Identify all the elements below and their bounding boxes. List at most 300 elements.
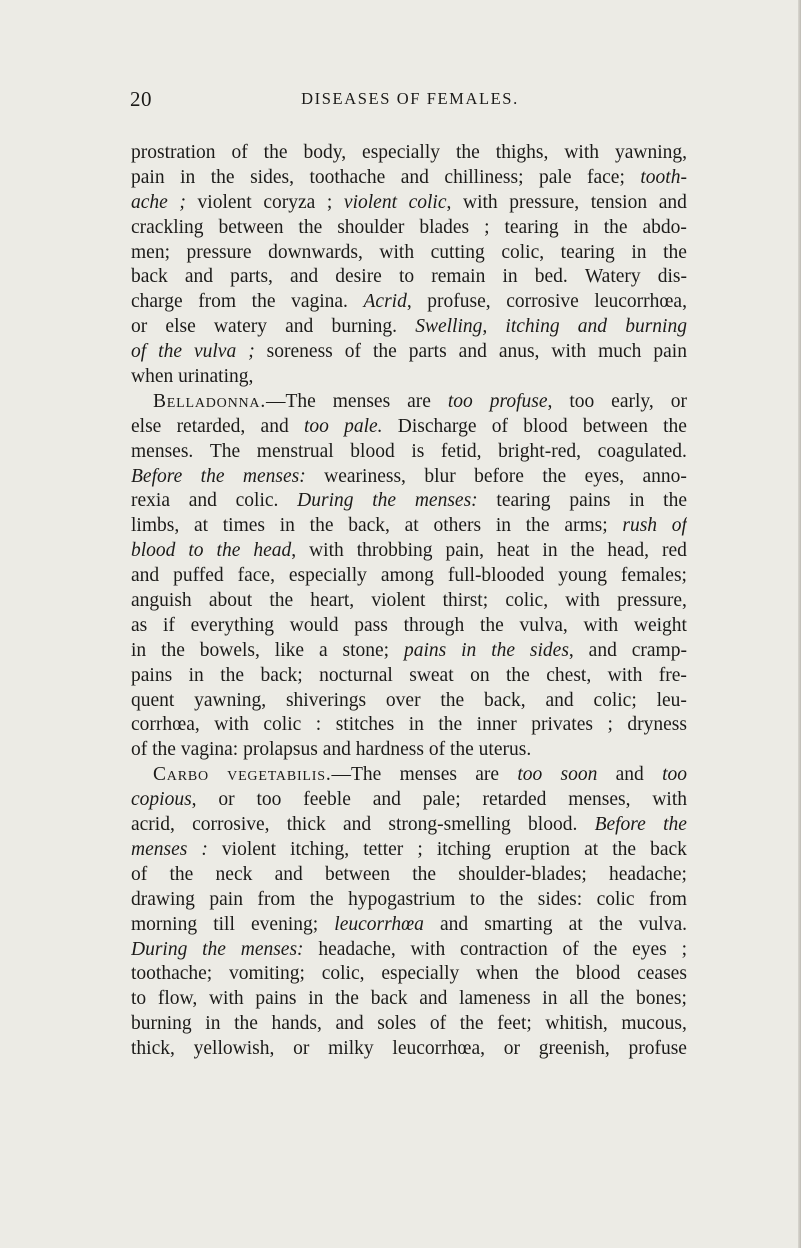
word	[158, 987, 197, 1012]
text-line	[131, 763, 687, 788]
text-run: a	[318, 639, 328, 661]
word	[392, 1037, 485, 1062]
text-run: over	[385, 689, 421, 711]
word	[248, 340, 255, 365]
word	[531, 713, 593, 738]
text-run: and	[131, 565, 160, 587]
word	[562, 938, 578, 963]
word	[621, 564, 687, 589]
text-run: coagulated.	[597, 440, 687, 462]
text-run: soreness	[266, 341, 333, 363]
word	[131, 315, 147, 340]
word	[595, 813, 646, 838]
text-line	[131, 241, 687, 266]
text-run: all	[569, 988, 589, 1010]
text-run: in	[502, 266, 518, 288]
word	[131, 141, 215, 166]
italic-text: vulva	[193, 341, 237, 363]
word	[264, 141, 288, 166]
text-run: thick,	[131, 1038, 175, 1060]
text-run: and	[285, 316, 314, 338]
italic-text: too	[447, 390, 473, 412]
text-run: pressure,	[617, 590, 687, 612]
text-run: and	[260, 415, 289, 437]
text-run: with	[379, 241, 415, 263]
text-run: about	[208, 590, 253, 612]
word	[131, 987, 146, 1012]
text-run: feet;	[497, 1013, 532, 1035]
text-run: red	[662, 540, 687, 562]
text-run: among	[380, 565, 434, 587]
text-run: in	[279, 515, 295, 537]
text-run: the	[593, 938, 618, 960]
word	[250, 166, 294, 191]
text-run: fre-	[658, 664, 687, 686]
word	[545, 1012, 607, 1037]
text-run: are	[475, 764, 500, 786]
text-run: the	[440, 689, 465, 711]
italic-text: and	[577, 316, 608, 338]
text-run: The	[209, 440, 241, 462]
word	[460, 938, 548, 963]
word	[437, 838, 491, 863]
word	[526, 514, 550, 539]
word	[161, 639, 185, 664]
text-run: face;	[586, 166, 625, 188]
word	[625, 315, 687, 340]
word	[622, 514, 657, 539]
word	[650, 838, 687, 863]
italic-text: the	[158, 341, 182, 363]
text-run: ,	[446, 191, 452, 213]
word	[443, 589, 489, 614]
italic-text: head	[253, 540, 292, 562]
text-run: of	[491, 415, 508, 437]
text-run: parts	[408, 341, 447, 363]
word	[198, 290, 236, 315]
text-run: yawning,	[194, 689, 267, 711]
word	[194, 340, 236, 365]
italic-text: Before	[131, 465, 183, 487]
text-run: in	[573, 216, 589, 238]
italic-text: too	[517, 764, 543, 786]
italic-text: colic	[408, 191, 447, 213]
text-run: menses	[332, 390, 391, 412]
text-run: with	[309, 540, 344, 562]
word	[194, 1037, 275, 1062]
text-run: blades	[419, 216, 470, 238]
word	[598, 440, 687, 465]
text-run: smarting	[484, 913, 553, 935]
word	[653, 340, 687, 365]
italic-text: pale.	[344, 415, 383, 437]
italic-text: Swelling,	[415, 316, 488, 338]
word	[263, 713, 301, 738]
word	[423, 788, 461, 813]
text-run: or	[670, 390, 687, 412]
word	[202, 938, 226, 963]
text-run: back,	[484, 689, 526, 711]
word	[290, 838, 349, 863]
word	[636, 987, 687, 1012]
word	[350, 440, 394, 465]
page-header	[130, 87, 690, 111]
word	[185, 265, 213, 290]
text-run: the	[542, 465, 567, 487]
word	[444, 166, 523, 191]
remedy-name: vegetabilis.	[227, 764, 332, 786]
text-run: arms;	[564, 515, 608, 537]
text-run: cutting	[430, 241, 485, 263]
text-run: vulva.	[638, 913, 687, 935]
text-line	[131, 290, 687, 315]
word	[310, 514, 334, 539]
text-run: pains	[569, 490, 611, 512]
text-run: especially	[288, 565, 367, 587]
text-run: anguish	[131, 590, 192, 612]
italic-text: to	[188, 540, 204, 562]
text-run: of	[562, 938, 579, 960]
text-run: the	[169, 863, 194, 885]
text-run: colic.	[235, 490, 279, 512]
italic-text: tooth-	[640, 166, 687, 188]
text-run: between	[218, 216, 284, 238]
text-run: blur	[424, 465, 456, 487]
word	[609, 863, 687, 888]
text-run: pale;	[422, 789, 461, 811]
word	[589, 639, 617, 664]
word	[285, 315, 313, 340]
word	[542, 987, 557, 1012]
word	[345, 340, 361, 365]
text-run: of	[131, 863, 148, 885]
word	[433, 514, 481, 539]
word	[255, 987, 296, 1012]
text-line	[131, 689, 687, 714]
text-run: tearing	[496, 490, 551, 512]
word	[484, 913, 552, 938]
word	[523, 415, 567, 440]
text-run: colic	[596, 888, 635, 910]
word	[561, 763, 598, 788]
italic-text: ache	[131, 191, 168, 213]
text-run: the	[438, 714, 463, 736]
text-run: corrosive,	[192, 814, 270, 836]
word	[131, 913, 197, 938]
text-run: females;	[620, 565, 687, 587]
word	[458, 863, 587, 888]
word	[446, 539, 484, 564]
text-run: dryness	[627, 714, 687, 736]
word	[267, 340, 333, 365]
word	[293, 1037, 309, 1062]
text-run: blood	[350, 440, 395, 462]
word	[379, 241, 414, 266]
text-run: if	[162, 614, 175, 636]
text-run: at	[193, 515, 209, 537]
text-run: till	[213, 913, 235, 935]
text-run: profuse,	[427, 291, 491, 313]
text-run: privates	[531, 714, 593, 736]
text-run: colic	[263, 714, 302, 736]
italic-text: :	[201, 838, 208, 860]
word	[569, 390, 594, 415]
text-run: retarded	[482, 789, 547, 811]
italic-text: During	[131, 938, 188, 960]
text-run: back,	[348, 515, 390, 537]
text-line	[131, 539, 687, 564]
word	[131, 788, 197, 813]
word	[569, 913, 583, 938]
text-run: hypogastrium	[348, 888, 456, 910]
word	[459, 987, 530, 1012]
text-run: and	[439, 913, 469, 935]
word	[492, 415, 508, 440]
word	[217, 539, 241, 564]
text-run: coryza	[263, 191, 316, 213]
word	[628, 1037, 686, 1062]
text-line	[131, 315, 687, 340]
word	[530, 639, 574, 664]
text-run: anus,	[498, 341, 540, 363]
text-run: stone;	[342, 639, 390, 661]
word	[131, 514, 179, 539]
word	[131, 689, 174, 714]
italic-text: the	[372, 490, 397, 512]
page-number: 20	[130, 87, 152, 111]
word	[593, 689, 636, 714]
word	[290, 614, 339, 639]
text-run: rexia	[131, 490, 170, 512]
word	[131, 938, 187, 963]
text-run: the	[612, 838, 637, 860]
word	[257, 440, 334, 465]
text-run: pains	[255, 988, 297, 1010]
text-run: :	[315, 714, 322, 736]
word	[173, 564, 224, 589]
word	[535, 962, 559, 987]
text-run: the	[506, 664, 530, 686]
word	[131, 863, 147, 888]
word	[331, 315, 397, 340]
word	[192, 813, 269, 838]
word	[409, 191, 452, 216]
text-run: eyes	[632, 938, 667, 960]
word	[576, 962, 620, 987]
text-line	[131, 1012, 687, 1037]
body-text	[131, 141, 687, 1062]
text-run: too	[569, 390, 595, 412]
text-run: blood	[523, 415, 568, 437]
text-run: violent	[371, 590, 426, 612]
word	[574, 216, 589, 241]
text-run: and	[343, 814, 372, 836]
text-run: abdo-	[642, 216, 687, 238]
text-run: ceases	[637, 963, 687, 985]
text-run: the	[455, 142, 480, 163]
text-run: times	[222, 515, 266, 537]
text-run: heart,	[310, 590, 355, 612]
text-run: men;	[131, 241, 170, 263]
text-run: of	[231, 142, 248, 163]
word	[381, 962, 459, 987]
text-run: the	[161, 639, 185, 661]
word	[333, 390, 390, 415]
text-run: pain,	[445, 540, 484, 562]
italic-text: itching	[505, 316, 560, 338]
word	[405, 514, 419, 539]
text-run: between	[324, 863, 390, 885]
text-run: —The	[331, 764, 382, 786]
italic-text: soon	[560, 764, 598, 786]
word	[131, 489, 170, 514]
text-run: ;	[417, 838, 423, 860]
text-run: leucorrhœa,	[594, 291, 687, 313]
text-run: downwards,	[268, 241, 363, 263]
text-run: sides,	[250, 166, 294, 188]
text-run: lameness	[459, 988, 531, 1010]
text-run: Watery	[584, 266, 641, 288]
text-run: in	[180, 166, 196, 188]
word	[257, 888, 295, 913]
text-run: back	[131, 266, 168, 288]
text-run: stitches	[335, 714, 395, 736]
text-line	[131, 713, 687, 738]
word	[198, 191, 252, 216]
word	[324, 465, 406, 490]
word	[131, 166, 165, 191]
word	[470, 888, 485, 913]
word	[191, 614, 274, 639]
word	[585, 265, 641, 290]
word	[372, 489, 396, 514]
text-run: ,	[291, 540, 297, 562]
word	[600, 987, 624, 1012]
word	[269, 589, 293, 614]
word	[131, 340, 146, 365]
text-run: contraction	[459, 938, 548, 960]
text-run: shoulder	[337, 216, 405, 238]
text-run: the	[263, 142, 288, 163]
word	[362, 141, 440, 166]
text-run: else	[165, 316, 196, 338]
word	[584, 838, 598, 863]
word	[131, 813, 175, 838]
text-run: the	[298, 216, 323, 238]
text-run: the	[479, 614, 504, 636]
word	[189, 489, 217, 514]
word	[611, 390, 654, 415]
word	[131, 888, 195, 913]
word	[558, 564, 607, 589]
text-run: itching,	[290, 838, 350, 860]
word	[131, 713, 200, 738]
text-run: anno-	[642, 465, 687, 487]
text-run: or	[503, 1038, 521, 1060]
italic-text: Before	[594, 814, 646, 836]
word	[480, 614, 504, 639]
text-run: blood.	[528, 814, 578, 836]
italic-text: pains	[403, 639, 447, 661]
word	[131, 589, 192, 614]
text-run: and	[545, 689, 574, 711]
word	[401, 166, 429, 191]
text-run: ,	[568, 639, 574, 661]
word	[448, 564, 544, 589]
word	[561, 241, 615, 266]
word	[194, 689, 266, 714]
text-run: thighs,	[495, 142, 549, 163]
word	[542, 465, 566, 490]
text-run: pass	[354, 614, 388, 636]
text-run: in	[629, 490, 645, 512]
word	[399, 265, 414, 290]
word	[459, 340, 487, 365]
word	[642, 216, 686, 241]
italic-text: copious	[131, 789, 192, 811]
text-line	[131, 415, 687, 440]
italic-text: too	[303, 415, 329, 437]
text-run: throbbing	[356, 540, 433, 562]
italic-text: ;	[179, 191, 186, 213]
text-run: with	[463, 191, 498, 213]
word	[617, 589, 687, 614]
italic-text: sides	[529, 639, 569, 661]
text-run: parts,	[230, 266, 273, 288]
word	[236, 489, 279, 514]
word	[505, 838, 570, 863]
italic-text: the	[663, 814, 687, 836]
word	[342, 639, 389, 664]
text-run: leu-	[656, 689, 687, 711]
text-run: eyes,	[584, 465, 625, 487]
text-run: thirst;	[442, 590, 489, 612]
text-line	[131, 838, 687, 863]
word	[415, 315, 487, 340]
word	[538, 888, 582, 913]
text-run: pressure	[186, 241, 252, 263]
word	[218, 788, 234, 813]
word	[419, 987, 447, 1012]
text-run: soles	[377, 1013, 417, 1035]
text-run: the	[600, 988, 625, 1010]
text-line	[131, 440, 687, 465]
text-run: —The	[266, 390, 316, 412]
word	[261, 415, 289, 440]
word	[158, 340, 182, 365]
word	[177, 415, 246, 440]
text-run: charge	[131, 291, 183, 313]
word	[131, 465, 182, 490]
text-line	[131, 141, 687, 166]
word	[220, 664, 244, 689]
text-run: the	[570, 540, 595, 562]
text-run: through	[403, 614, 465, 636]
word	[363, 838, 403, 863]
text-line	[131, 1037, 687, 1062]
text-run: tearing	[560, 241, 615, 263]
word	[640, 166, 687, 191]
word	[517, 763, 542, 788]
word	[615, 141, 687, 166]
word	[470, 664, 490, 689]
word	[585, 465, 625, 490]
text-line	[131, 738, 687, 763]
word	[490, 390, 553, 415]
text-run: when	[476, 963, 519, 985]
text-line	[131, 813, 687, 838]
text-run: back;	[260, 664, 303, 686]
